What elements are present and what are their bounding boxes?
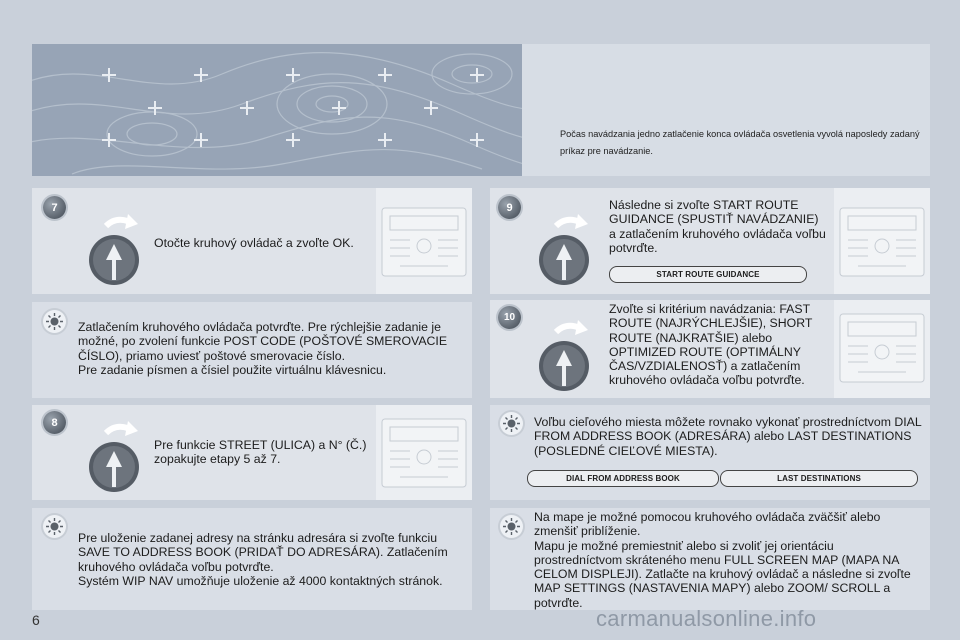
step-7-panel (32, 188, 472, 294)
tip-panel (490, 405, 930, 500)
tip-text: Voľbu cieľového miesta môžete rovnako vykonať prostredníctvom DIAL FROM ADDRESS BOOK (ADRESÁRA) alebo LAST DESTINATIONS (POSLEDNÉ CIEĽOVÉ MIESTA). (534, 415, 922, 458)
header-banner (32, 44, 930, 176)
rotary-knob-illustration (530, 208, 600, 288)
rotary-knob-illustration (530, 314, 600, 394)
step-badge: 9 (498, 196, 521, 219)
step-badge: 7 (43, 196, 66, 219)
dial-from-address-book-button[interactable]: DIAL FROM ADDRESS BOOK (527, 470, 719, 487)
lightbulb-icon (43, 515, 66, 538)
last-destinations-button[interactable]: LAST DESTINATIONS (720, 470, 918, 487)
radio-unit-illustration (834, 300, 930, 398)
tip-panel (490, 508, 930, 610)
tip-panel (32, 508, 472, 610)
lightbulb-icon (500, 412, 523, 435)
lightbulb-icon (43, 310, 66, 333)
rotary-knob-illustration (80, 208, 150, 288)
tip-text: Pre uloženie zadanej adresy na stránku adresára si zvoľte funkciu SAVE TO ADDRESS BOOK (PRIDAŤ DO ADRESÁRA). Zatlačením kruhového ovládača voľbu potvrďte. Systém WIP NAV umožňuje uloženie až 4000 kontaktných stránok. (78, 531, 448, 588)
step-text: Otočte kruhový ovládač a zvoľte OK. (154, 236, 354, 250)
lightbulb-icon (500, 515, 523, 538)
step-badge: 8 (43, 411, 66, 434)
radio-unit-illustration (376, 405, 472, 500)
radio-unit-illustration (834, 188, 930, 294)
step-badge: 10 (498, 306, 521, 329)
rotary-knob-illustration (80, 415, 150, 495)
tip-text: Zatlačením kruhového ovládača potvrďte. Pre rýchlejšie zadanie je možné, po zvolení funkcie POST CODE (POŠTOVÉ SMEROVACIE ČÍSLO), priamo uviesť poštové smerovacie číslo. Pre zadanie písmen a čísiel použite virtuálnu klávesnicu. (78, 320, 448, 377)
tip-panel (32, 302, 472, 398)
page-number: 6 (32, 612, 40, 628)
watermark: carmanualsonline.info (596, 606, 817, 631)
step-8-panel (32, 405, 472, 500)
step-text: Následne si zvoľte START ROUTE GUIDANCE (SPUSTIŤ NAVÁDZANIE) a zatlačením kruhového ovládača voľbu potvrďte. (609, 198, 826, 255)
header-note-box (522, 44, 930, 176)
header-note-text: Počas navádzania jedno zatlačenie konca ovládača osvetlenia vyvolá naposledy zadaný príkaz pre navádzanie. (560, 129, 920, 156)
step-text: Pre funkcie STREET (ULICA) a N° (Č.) zopakujte etapy 5 až 7. (154, 438, 367, 467)
step-10-panel (490, 300, 930, 398)
radio-unit-illustration (376, 188, 472, 294)
start-route-guidance-button[interactable]: START ROUTE GUIDANCE (609, 266, 807, 283)
step-text: Zvoľte si kritérium navádzania: FAST ROUTE (NAJRÝCHLEJŠIE), SHORT ROUTE (NAJKRATŠIE) alebo OPTIMIZED ROUTE (OPTIMÁLNY ČAS/VZDIALENOSŤ) a zatlačením kruhového ovládača voľbu potvrďte. (609, 302, 813, 388)
tip-text: Na mape je možné pomocou kruhového ovládača zväčšiť alebo zmenšiť priblíženie. Mapu je možné premiestniť alebo si zvoliť jej orientáciu prostredníctvom skráteného menu FULL SCREEN MAP (MAPA NA CELOM DISPLEJI). Zatlačte na kruhový ovládač a následne si zvoľte MAP SETTINGS (NASTAVENIA MAPY) alebo ZOOM/ SCROLL a potvrďte. (534, 510, 911, 610)
step-9-panel (490, 188, 930, 294)
